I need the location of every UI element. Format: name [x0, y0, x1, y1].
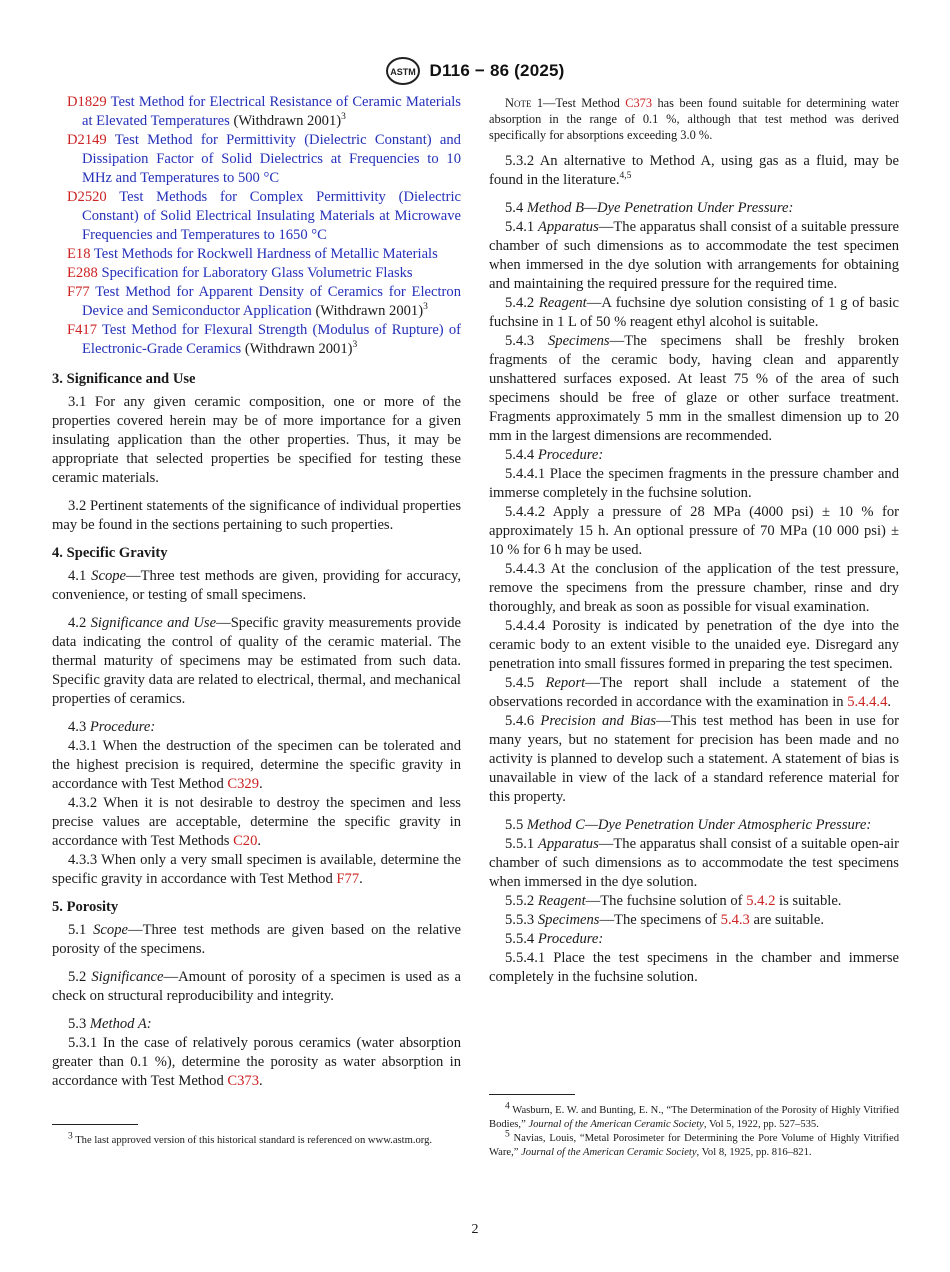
reference-item [52, 264, 461, 283]
reference-code-link[interactable]: E18 [67, 246, 91, 262]
reference-title-link[interactable]: Test Method for Flexural Strength (Modulus of Rupture) of Electronic-Grade Ceramics [82, 322, 462, 357]
para-5-4-4-1: 5.4.4.1 Place the specimen fragments in the pressure chamber and immerse completely in the fuchsine solution. [489, 466, 899, 501]
reference-item [52, 321, 461, 359]
reference-code-link[interactable]: D1829 [67, 94, 107, 110]
footnote-4: $^4$ Wasburn, E. W. and Bunting, E. N., “The Determination of the Porosity of Highly Vitrified Bodies,” Journal of the American Ceramic Society, Vol 5, 1922, pp. 527–535. [489, 1101, 899, 1130]
section-5-heading: 5. Porosity [52, 899, 119, 915]
astm-logo-text: ASTM [390, 67, 417, 77]
reference-item [52, 283, 461, 321]
reference-item [52, 188, 461, 245]
link-c20[interactable]: C20 [233, 833, 258, 849]
reference-footnote-mark: 3 [423, 302, 428, 313]
reference-code-link[interactable]: D2520 [67, 189, 107, 205]
para-5-4-5: 5.4.5 Report—The report shall include a statement of the observations recorded in accordance with the examination in 5.4.4.4. [489, 675, 899, 710]
para-5-3-2: 5.3.2 An alternative to Method A, using gas as a fluid, may be found in the literature.$^{4,5}$ [489, 153, 899, 188]
para-5-4-3: 5.4.3 Specimens—The specimens shall be freshly broken fragments of the ceramic body, having clean and apparently unshattered surfaces exposed. At least 75 % of the area of such specimens should be free of glaze or other surface treatment. Fragments approximately 5 mm in the smallest dimension up to 20 mm in the largest dimensions are recommended. [489, 333, 899, 444]
para-5-4-1: 5.4.1 Apparatus—The apparatus shall consist of a suitable pressure chamber of such dimensions as to accommodate the test specimen when immersed in the dye solution with arrangements for obtaining and maintaining the required pressure for the required time. [489, 219, 899, 292]
para-5-4-4-4: 5.4.4.4 Porosity is indicated by penetration of the dye into the ceramic body to an extent visible to the unaided eye. Disregard any penetration into small fissures formed in preparing the test specimen. [489, 618, 899, 672]
reference-code-link[interactable]: F77 [67, 284, 90, 300]
para-5-4-4-2: 5.4.4.2 Apply a pressure of 28 MPa (4000 psi) ± 10 % for approximately 15 h. An optional pressure of 70 MPa (10 000 psi) ± 10 % for 6 h may be used. [489, 504, 899, 558]
para-4-3-1: 4.3.1 When the destruction of the specimen can be tolerated and the highest precision is required, determine the specific gravity in accordance with Test Method C329. [52, 738, 461, 792]
footnote-rule-right [489, 1094, 575, 1095]
reference-code-link[interactable]: E288 [67, 265, 98, 281]
page-number: 2 [471, 1222, 479, 1237]
para-4-3: 4.3 Procedure: [68, 719, 156, 735]
reference-item [52, 131, 461, 188]
reference-status: (Withdrawn 2001) [311, 303, 424, 319]
para-3-1: 3.1 For any given ceramic composition, one or more of the properties covered herein may be of more importance for a given insulating application than the other properties. Thus, it may be appropriate that selected properties be specified for testing these ceramic materials. [52, 394, 461, 486]
link-5-4-2[interactable]: 5.4.2 [746, 893, 776, 909]
para-5-5-4: 5.5.4 Procedure: [505, 931, 604, 947]
para-4-3-3: 4.3.3 When only a very small specimen is available, determine the specific gravity in accordance with Test Method F77. [52, 852, 461, 887]
reference-footnote-mark: 3 [352, 340, 358, 351]
para-4-3-2: 4.3.2 When it is not desirable to destroy the specimen and less precise values are acceptable, determine the specific gravity in accordance with Test Methods C20. [52, 795, 461, 849]
reference-title-link[interactable]: Test Method for Electrical Resistance of Ceramic Materials at Elevated Temperatures [82, 94, 461, 129]
para-5-5-1: 5.5.1 Apparatus—The apparatus shall consist of a suitable open-air chamber of such dimensions as to accommodate the test specimens when immersed in the dye solution. [489, 836, 899, 890]
astm-logo-icon [385, 56, 421, 86]
left-column [52, 93, 461, 1091]
reference-title-link[interactable]: Test Methods for Complex Permittivity (Dielectric Constant) of Solid Electrical Insulating Materials at Microwave Frequencies and Temperatures to 1650 °C [82, 189, 461, 243]
reference-title-link[interactable]: Test Method for Apparent Density of Ceramics for Electron Device and Semiconductor Application [82, 284, 461, 319]
page-header [0, 56, 950, 91]
para-5-5-2: 5.5.2 Reagent—The fuchsine solution of 5.4.2 is suitable. [505, 893, 842, 909]
para-4-2: 4.2 Significance and Use—Specific gravity measurements provide data indicating the control of quality of the ceramic material. The thermal maturity of specimens may be estimated from such data. Specific gravity data are related to electrical, thermal, and mechanical properties of ceramics. [52, 615, 462, 707]
para-5-4: 5.4 Method B—Dye Penetration Under Pressure: [505, 200, 794, 216]
para-5-4-2: 5.4.2 Reagent—A fuchsine dye solution consisting of 1 g of basic fuchsine in 1 L of 50 % reagent ethyl alcohol is suitable. [489, 295, 899, 330]
para-4-1: 4.1 Scope—Three test methods are given, providing for accuracy, convenience, or testing of small specimens. [52, 568, 462, 603]
reference-item [52, 245, 461, 264]
para-5-2: 5.2 Significance—Amount of porosity of a specimen is used as a check on structural reproducibility and integrity. [52, 969, 461, 1004]
para-3-2: 3.2 Pertinent statements of the significance of individual properties may be found in the sections pertaining to such properties. [52, 498, 461, 533]
para-5-5-4-1: 5.5.4.1 Place the test specimens in the chamber and immerse completely in the fuchsine solution. [489, 950, 899, 985]
para-5-4-6: 5.4.6 Precision and Bias—This test method has been in use for many years, but no statement for precision has been made and no activity is planned to develop such a statement. A statement of bias is unavailable in view of the lack of a standard reference material for this property. [489, 713, 899, 805]
footnotes-right [489, 1101, 899, 1160]
link-5-4-3[interactable]: 5.4.3 [720, 912, 750, 928]
document-designation: D116 − 86 (2025) [429, 61, 565, 80]
link-5-4-4-4[interactable]: 5.4.4.4 [847, 694, 888, 710]
para-5-5: 5.5 Method C—Dye Penetration Under Atmospheric Pressure: [505, 817, 872, 833]
right-column [489, 93, 899, 987]
link-c329[interactable]: C329 [227, 776, 260, 792]
reference-title-link[interactable]: Specification for Laboratory Glass Volumetric Flasks [101, 265, 413, 281]
reference-code-link[interactable]: F417 [67, 322, 98, 338]
reference-item [52, 93, 461, 131]
link-f77[interactable]: F77 [336, 871, 360, 887]
para-5-3-1: 5.3.1 In the case of relatively porous ceramics (water absorption greater than 0.1 %), determine the porosity as water absorption in accordance with Test Method C373. [52, 1035, 461, 1089]
link-note-c373[interactable]: C373 [625, 96, 653, 110]
footnote-3: $^3$ The last approved version of this historical standard is referenced on www.astm.org. [68, 1131, 433, 1146]
section-3-heading: 3. Significance and Use [52, 371, 196, 387]
para-5-5-3: 5.5.3 Specimens—The specimens of 5.4.3 are suitable. [505, 912, 824, 928]
reference-title-link[interactable]: Test Methods for Rockwell Hardness of Metallic Materials [93, 246, 438, 262]
para-5-3: 5.3 Method A: [68, 1016, 152, 1032]
reference-footnote-mark: 3 [341, 112, 346, 123]
reference-code-link[interactable]: D2149 [67, 132, 107, 148]
footnote-5: $^5$ Navias, Louis, “Metal Porosimeter for Determining the Pore Volume of Highly Vitrified Ware,” Journal of the American Ceramic Society, Vol 8, 1925, pp. 816–821. [489, 1129, 899, 1158]
reference-list [52, 93, 461, 359]
para-5-1: 5.1 Scope—Three test methods are given based on the relative porosity of the specimens. [52, 922, 461, 957]
footnote-rule-left [52, 1124, 138, 1125]
para-5-4-4-3: 5.4.4.3 At the conclusion of the application of the test pressure, remove the specimens from the pressure chamber, rinse and dry thoroughly, and break as soon as possible for visual examination. [489, 561, 899, 615]
note-1: Note 1—Test Method C373 has been found suitable for determining water absorption in the range of 0.1 %, although that test method was derived specifically for absorptions exceeding 3.0 %. [489, 96, 899, 142]
reference-status: (Withdrawn 2001) [241, 341, 353, 357]
reference-status: (Withdrawn 2001) [229, 113, 342, 129]
link-c373[interactable]: C373 [227, 1073, 260, 1089]
section-4-heading: 4. Specific Gravity [52, 545, 168, 561]
para-5-4-4: 5.4.4 Procedure: [505, 447, 604, 463]
reference-title-link[interactable]: Test Method for Permittivity (Dielectric Constant) and Dissipation Factor of Solid Dielectrics at Frequencies to 10 MHz and Temperatures to 500 °C [82, 132, 461, 186]
